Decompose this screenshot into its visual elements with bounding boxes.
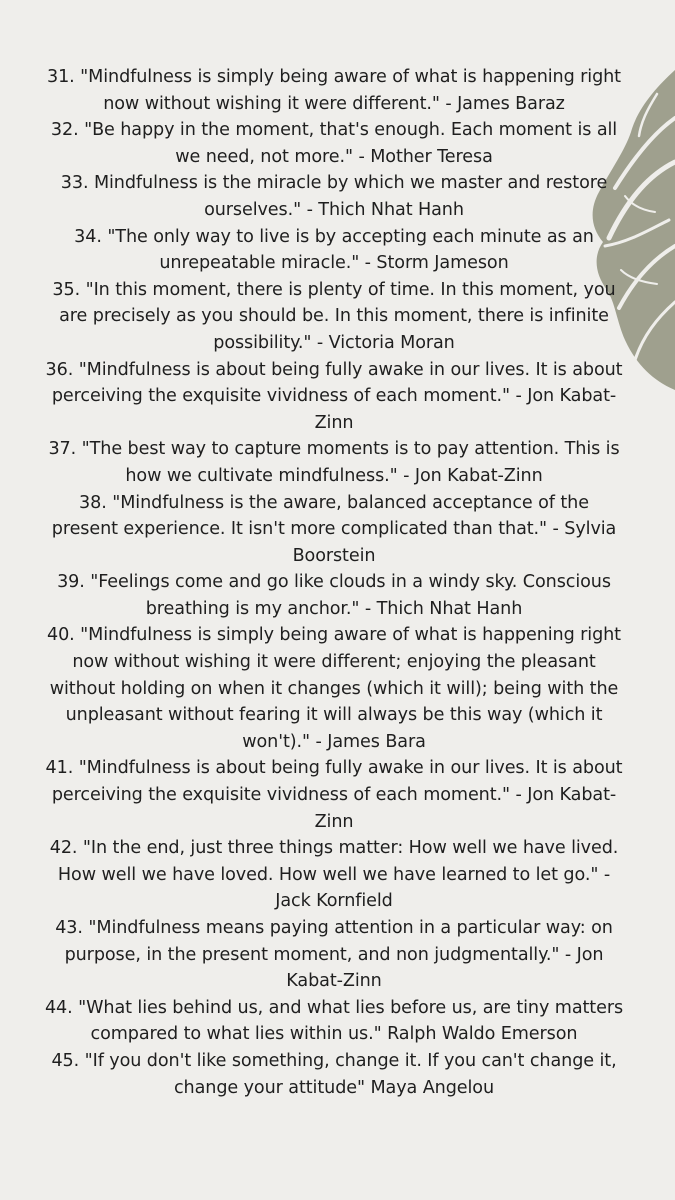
quote-31: 31. "Mindfulness is simply being aware of what is happening right now without wishing it were different." - James Baraz bbox=[47, 67, 621, 114]
quote-42: 42. "In the end, just three things matter: How well we have lived. How well we have loved. How well we have learned to let go." - Jack Kornfield bbox=[49, 838, 619, 912]
quote-44: 44. "What lies behind us, and what lies before us, are tiny matters compared to what lies within us." Ralph Waldo Emerson bbox=[44, 997, 624, 1045]
quote-40: 40. "Mindfulness is simply being aware of what is happening right now without wishing it were different; enjoying the pleasant without holding on when it changes (which it will); being with the unpleasant without fearing it will always be this way (which it won't)." - James Bara bbox=[47, 625, 621, 752]
quote-39: 39. "Feelings come and go like clouds in a windy sky. Conscious breathing is my anchor." - Thich Nhat Hanh bbox=[57, 572, 611, 619]
quote-33: 33. Mindfulness is the miracle by which we master and restore ourselves." - Thich Nhat Hanh bbox=[60, 173, 608, 220]
quote-37: 37. "The best way to capture moments is to pay attention. This is how we cultivate mindfulness." - Jon Kabat-Zinn bbox=[48, 439, 620, 486]
quote-43: 43. "Mindfulness means paying attention in a particular way: on purpose, in the present moment, and non judgmentally." - Jon Kabat-Zinn bbox=[55, 918, 613, 992]
quote-38: 38. "Mindfulness is the aware, balanced acceptance of the present experience. It isn't more complicated than that." - Sylvia Boorstein bbox=[51, 492, 617, 566]
quote-34: 34. "The only way to live is by accepting each minute as an unrepeatable miracle." - Storm Jameson bbox=[74, 226, 594, 274]
quote-list bbox=[44, 64, 624, 1101]
quote-32: 32. "Be happy in the moment, that's enough. Each moment is all we need, not more." - Mother Teresa bbox=[50, 120, 618, 167]
quote-45: 45. "If you don't like something, change it. If you can't change it, change your attitude" Maya Angelou bbox=[51, 1050, 617, 1098]
quote-36: 36. "Mindfulness is about being fully awake in our lives. It is about perceiving the exquisite vividness of each moment." - Jon Kabat-Zinn bbox=[45, 359, 623, 433]
quote-41: 41. "Mindfulness is about being fully awake in our lives. It is about perceiving the exquisite vividness of each moment." - Jon Kabat-Zinn bbox=[45, 758, 623, 832]
quote-35: 35. "In this moment, there is plenty of time. In this moment, you are precisely as you should be. In this moment, there is infinite possibility." - Victoria Moran bbox=[52, 279, 616, 353]
